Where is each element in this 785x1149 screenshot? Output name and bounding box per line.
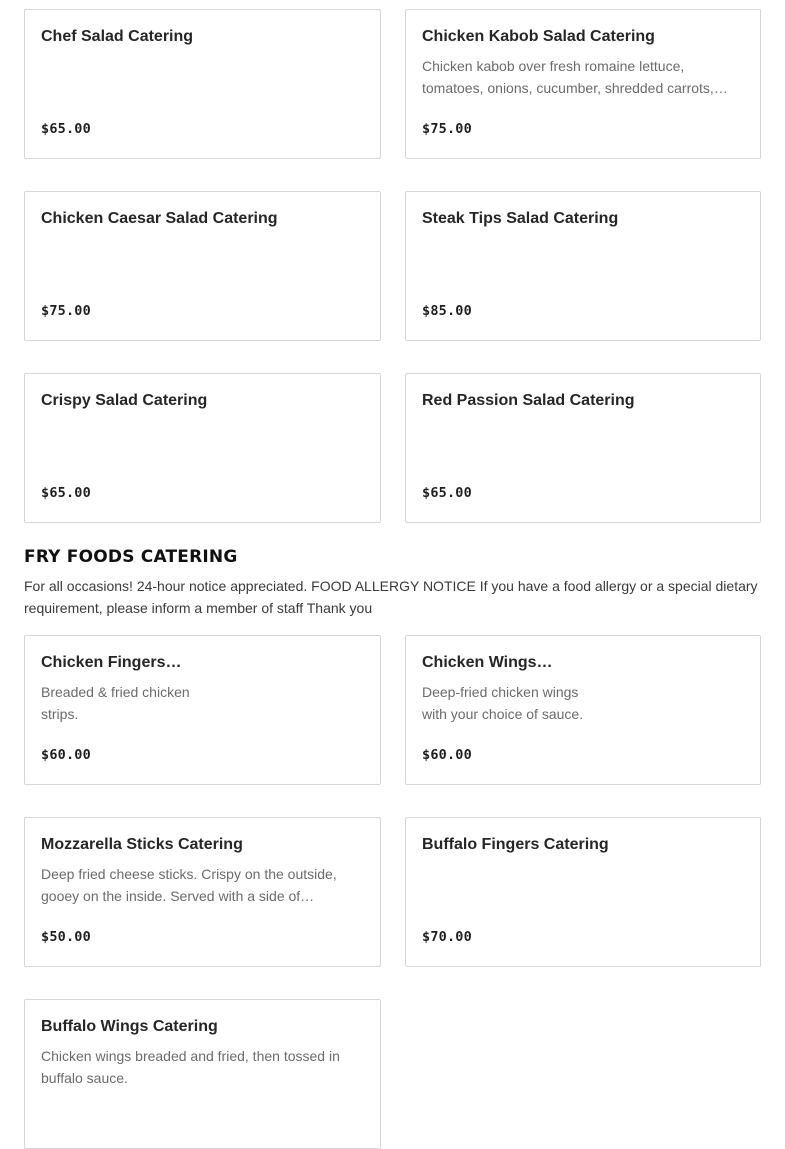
section-title: FRY FOODS CATERING (24, 547, 238, 567)
menu-item-card[interactable] (405, 817, 761, 967)
menu-item-description: Chicken kabob over fresh romaine lettuce, tomatoes, onions, cucumber, shredded carrots,… (422, 58, 728, 96)
menu-item-card[interactable] (24, 9, 381, 159)
menu-item-card[interactable] (405, 9, 761, 159)
menu-item-price: $70.00 (422, 929, 472, 945)
menu-item-price: $65.00 (422, 485, 472, 501)
menu-item-name: Steak Tips Salad Catering (422, 210, 619, 227)
menu-item-name: Chicken Kabob Salad Catering (422, 28, 655, 45)
menu-item-price: $85.00 (422, 303, 472, 319)
menu-item-name: Buffalo Wings Catering (41, 1018, 218, 1035)
menu-item-card[interactable] (405, 373, 761, 523)
menu-item-card[interactable] (24, 635, 381, 785)
menu-item-card[interactable] (24, 817, 381, 967)
menu-item-name: Mozzarella Sticks Catering (41, 836, 243, 853)
menu-item-price: $65.00 (41, 485, 91, 501)
menu-item-name: Chicken Fingers… (41, 654, 182, 671)
menu-item-name: Chicken Wings… (422, 654, 553, 671)
menu-item-name: Buffalo Fingers Catering (422, 836, 609, 853)
menu-item-price: $60.00 (422, 747, 472, 763)
menu-item-price: $50.00 (41, 929, 91, 945)
menu-item-card[interactable] (405, 635, 761, 785)
section-description: For all occasions! 24-hour notice appreciated. FOOD ALLERGY NOTICE If you have a food allergy or a special dietary requirement, please inform a member of staff Thank you (24, 578, 758, 616)
menu-item-name: Red Passion Salad Catering (422, 392, 635, 409)
menu-item-card[interactable] (24, 999, 381, 1149)
menu-item-name: Chicken Caesar Salad Catering (41, 210, 278, 227)
menu-item-name: Chef Salad Catering (41, 28, 194, 45)
menu-item-description: Breaded & fried chicken strips. (41, 684, 190, 722)
menu-item-price: $60.00 (41, 747, 91, 763)
menu-item-price: $65.00 (41, 121, 91, 137)
menu-item-description: Deep-fried chicken wings with your choice of sauce. (422, 684, 584, 722)
menu-item-name: Crispy Salad Catering (41, 392, 208, 409)
menu-item-card[interactable] (405, 191, 761, 341)
menu-item-card[interactable] (24, 373, 381, 523)
menu-item-description: Deep fried cheese sticks. Crispy on the outside, gooey on the inside. Served with a side of… (41, 866, 337, 904)
menu-item-price: $75.00 (41, 303, 91, 319)
menu-item-card[interactable] (24, 191, 381, 341)
menu-item-price: $75.00 (422, 121, 472, 137)
menu-item-description: Chicken wings breaded and fried, then tossed in buffalo sauce. (41, 1048, 340, 1086)
